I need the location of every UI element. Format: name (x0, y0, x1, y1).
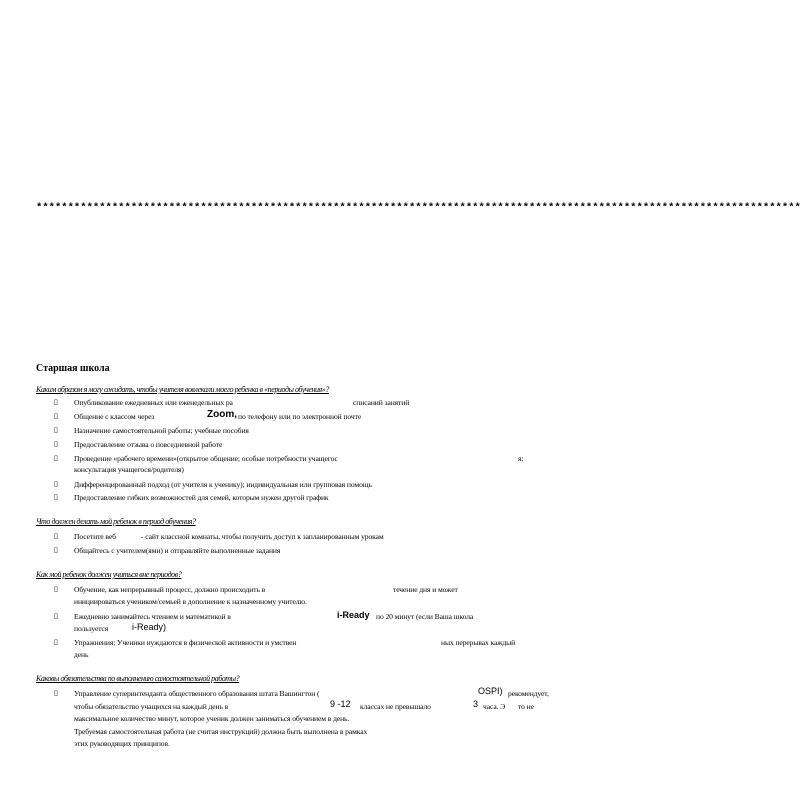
bullet-icon: ▯ (54, 493, 58, 501)
ospi-label: OSPI) (478, 686, 503, 696)
list-item: Предоставление гибких возможностей для семей, которым нужен другой график (74, 493, 329, 502)
list-item-continuation: день (74, 650, 89, 659)
list-item-continuation: - сайт классной комнаты, чтобы получить доступ к запланированным урокам (141, 532, 384, 541)
bullet-icon: ▯ (54, 546, 58, 554)
list-item: Управление суперинтенданта общественного образования штата Вашингтон ( (74, 689, 320, 698)
list-item-continuation: инициироваться учеником/семьей в дополнение к назначенному учителю. (74, 597, 307, 606)
list-item: Проведение «рабочего времени»(открытое общение; особые потребности учащегос (74, 454, 338, 463)
bullet-icon: ▯ (54, 612, 58, 620)
list-item-continuation: то не (518, 702, 534, 711)
bullet-icon: ▯ (54, 398, 58, 406)
bullet-icon: ▯ (54, 689, 58, 697)
hours-label: 3 (473, 699, 479, 709)
list-item-continuation: списаний занятий (353, 398, 410, 407)
list-item: Дифференцированный подход (от учителя к ученику); индивидуальная или групповая помощь (74, 480, 372, 489)
question-4: Каковы обязательства по выполнению самостоятельной работы? (36, 674, 240, 683)
list-item-continuation: по 20 минут (если Ваша школа (376, 612, 474, 621)
list-item-continuation: Требуемая самостоятельная работа (не считая инструкций) должна быть выполнена в рамках (74, 727, 368, 736)
asterisk-separator: ************************************************************************************************************************* (36, 202, 801, 214)
list-item-continuation: консультация учащегося/родителя) (74, 465, 184, 474)
zoom-label: Zoom, (207, 409, 237, 420)
list-item-continuation: рекомендует, (508, 689, 549, 698)
section-title: Старшая школа (36, 363, 110, 374)
list-item-continuation: часа. Э (483, 702, 506, 711)
list-item: Обучение, как непрерывный процесс, должно происходить в (74, 585, 266, 594)
bullet-icon: ▯ (54, 440, 58, 448)
question-3: Как мой ребенок должен учиться вне периодов? (36, 570, 182, 579)
list-item: Упражнения; Ученики нуждаются в физической активности и умствен (74, 638, 297, 647)
list-item: Общайтесь с учителем(ями) и отправляйте выполненные задания (74, 546, 281, 555)
list-item-continuation: этих руководящих принципов. (74, 739, 170, 748)
question-1: Каким образом я могу ожидать, чтобы учителя вовлекали моего ребенка в «периоды обучения»? (36, 385, 329, 394)
bullet-icon: ▯ (54, 480, 58, 488)
grades-label: 9 -12 (330, 699, 351, 709)
list-item: Опубликование ежедневных или еженедельных ра (74, 398, 233, 407)
list-item-continuation: ных перерывах каждый (441, 638, 516, 647)
bullet-icon: ▯ (54, 585, 58, 593)
list-item-continuation: классах не превышало (360, 702, 431, 711)
bullet-icon: ▯ (54, 532, 58, 540)
iready-label: i-Ready (337, 610, 370, 620)
list-item: Назначение самостоятельной работы; учебные пособия (74, 426, 249, 435)
bullet-icon: ▯ (54, 454, 58, 462)
list-item-continuation: чтобы обязательство учащихся на каждый день в (74, 702, 229, 711)
list-item: Общение с классом через (74, 412, 155, 421)
list-item: Предоставление отзыва о повседневной работе (74, 440, 223, 449)
list-item-continuation: течение дня и может (393, 585, 458, 594)
bullet-icon: ▯ (54, 426, 58, 434)
question-2: Что должен делать мой ребенок в период обучения? (36, 517, 196, 526)
iready-label: i-Ready) (132, 622, 167, 632)
list-item: Посетите веб (74, 532, 116, 541)
list-item-continuation: максимальное количество минут, которое ученик должен заниматься обучением в день. (74, 714, 350, 723)
list-item-continuation: по телефону или по электронной почте (238, 412, 362, 421)
list-item: Ежедневно занимайтесь чтением и математикой в (74, 612, 231, 621)
list-item-continuation: я; (518, 454, 524, 463)
list-item-continuation: пользуется (74, 624, 109, 633)
bullet-icon: ▯ (54, 412, 58, 420)
bullet-icon: ▯ (54, 638, 58, 646)
